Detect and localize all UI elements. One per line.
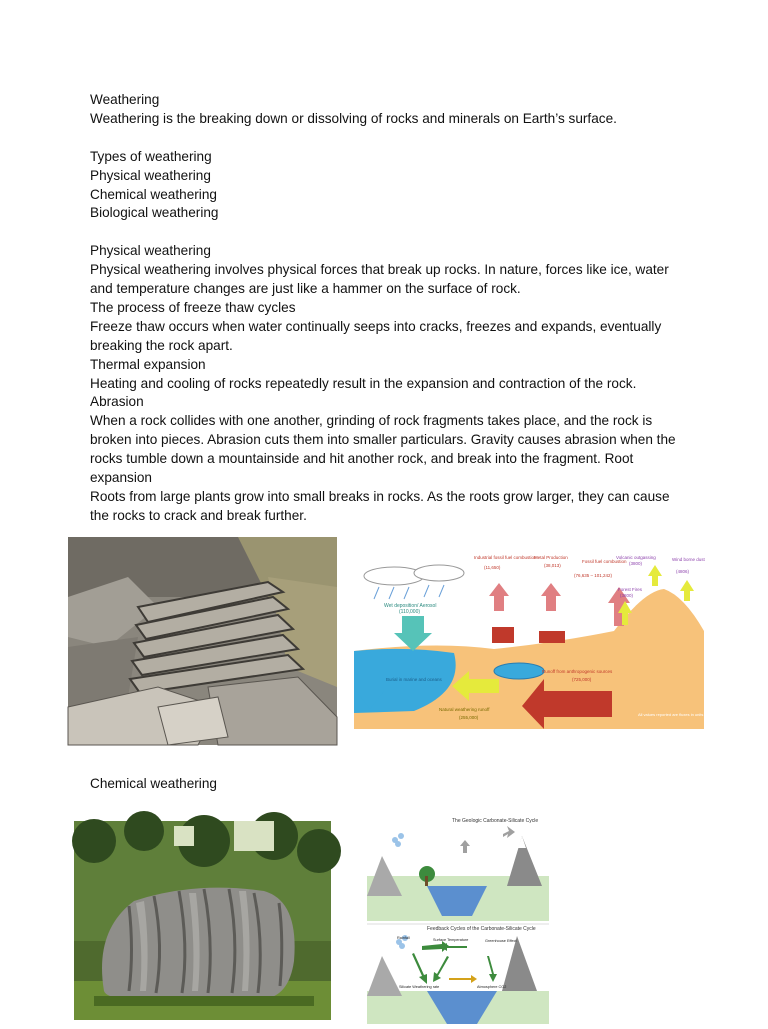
paragraph: Physical weathering: [90, 167, 211, 183]
paragraph: The process of freeze thaw cycles: [90, 299, 296, 315]
label-surface: Surface Temperature: [433, 938, 469, 942]
label-natural-val: (255,000): [459, 715, 479, 720]
label-industrial-val: (11,650): [484, 565, 501, 570]
label-silicate: Silicate Weathering rate: [399, 985, 440, 989]
label-metal-val: (38,013): [544, 563, 561, 568]
carbonate-silicate-diagram: [367, 816, 549, 1024]
paragraph: Weathering: [90, 92, 160, 107]
label-burial: Burial in marine and oceans: [386, 677, 442, 682]
label-fossil-val: (76,635 – 101,242): [574, 573, 613, 578]
label-industrial: Industrial fossil fuel combustion: [474, 555, 537, 560]
label-volcanic: Volcanic outgassing: [616, 555, 656, 560]
document-text: [90, 91, 690, 526]
label-forest-val: (3800): [620, 593, 634, 598]
paragraph: Biological weathering: [90, 205, 219, 221]
eroded-limestone-photo: [74, 821, 331, 1020]
title2: Feedback Cycles of the Carbonate-Silicate Cycle: [427, 926, 536, 932]
paragraph: Heating and cooling of rocks repeatedly result in the expansion and contraction of the rock.: [90, 375, 637, 391]
label-rainfall: Rainfall: [397, 936, 410, 940]
paragraph-gap: [90, 129, 690, 148]
paragraph: Physical weathering involves physical forces that break up rocks. In nature, forces like ice, water and temperature changes are just like a hammer on the surface of rock.: [90, 262, 669, 297]
label-runoff: Runoff from anthropogenic sources: [542, 669, 613, 674]
label-wet: Wet deposition/ Aerosol: [384, 603, 437, 609]
paragraph: When a rock collides with one another, grinding of rock fragments takes place, and the rock is broken into pieces. Abrasion cuts them into smaller particulars. Gravity causes abrasion when the rocks tumble down a mountainside and hit another rock, and break into the fragment. Root expansion: [90, 413, 676, 486]
paragraph: Types of weathering: [90, 148, 212, 164]
label-fossil: Fossil fuel combustion: [582, 559, 627, 564]
title1: The Geologic Carbonate-Silicate Cycle: [452, 818, 539, 824]
label-forest: Forest Fires: [618, 587, 643, 592]
label-runoff-val: (725,000): [572, 677, 592, 682]
layered-rock-illustration: [68, 537, 337, 745]
flux-diagram-svg: [354, 551, 721, 729]
paragraph: Chemical weathering: [90, 186, 217, 202]
paragraph: Thermal expansion: [90, 356, 206, 372]
label-wind: Wind borne dust: [672, 557, 705, 562]
limestone-illustration: [74, 821, 331, 1020]
chemical-weathering-heading: Chemical weathering: [90, 776, 217, 791]
label-note: All values reported are fluxes in units of MtC/yr: [638, 712, 721, 717]
label-greenhouse: Greenhouse Effect: [485, 939, 517, 943]
carbonate-diagram-svg: [367, 816, 549, 1024]
label-wet-val: (110,000): [399, 609, 421, 615]
paragraph: Physical weathering: [90, 243, 211, 259]
paragraph: Abrasion: [90, 394, 144, 410]
paragraph-gap: [90, 223, 690, 242]
paragraph: Roots from large plants grow into small breaks in rocks. As the roots grow larger, they can cause the rocks to crack and break further.: [90, 489, 670, 523]
label-metal: Metal Production: [534, 555, 568, 560]
layered-rock-photo: [68, 537, 337, 745]
label-wind-val: (4806): [676, 569, 690, 574]
paragraph: Weathering is the breaking down or dissolving of rocks and minerals on Earth’s surface.: [90, 110, 617, 126]
label-atmosphere: Atmosphere CO2: [477, 985, 507, 989]
weathering-flux-diagram: [354, 551, 721, 729]
label-natural: Natural weathering runoff: [439, 707, 490, 712]
paragraph: Freeze thaw occurs when water continually seeps into cracks, freezes and expands, eventually breaking the rock apart.: [90, 318, 662, 353]
label-volcanic-val: (3800): [629, 561, 643, 566]
